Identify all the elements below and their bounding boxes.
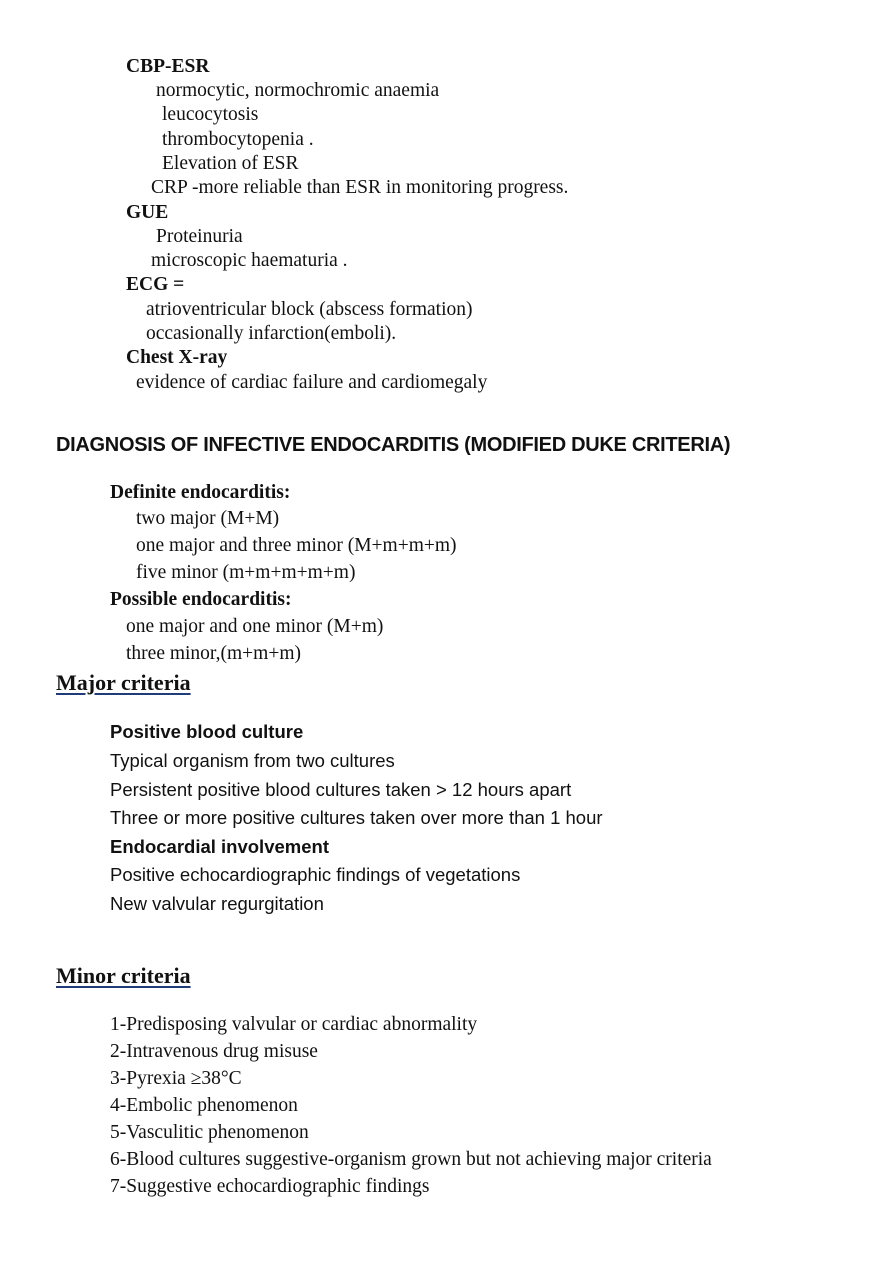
cbp-line: leucocytosis <box>162 104 259 125</box>
crp-line: CRP -more reliable than ESR in monitoring progress. <box>151 177 569 198</box>
definite-line: two major (M+M) <box>136 508 280 529</box>
minor-item: 6-Blood cultures suggestive-organism grown but not achieving major criteria <box>110 1149 712 1170</box>
cbp-line: thrombocytopenia . <box>162 129 314 150</box>
ecg-line: atrioventricular block (abscess formation) <box>146 299 473 320</box>
ecg-line: occasionally infarction(emboli). <box>146 323 397 344</box>
endocardial-title: Endocardial involvement <box>110 836 329 857</box>
blood-culture-line: Persistent positive blood cultures taken > 12 hours apart <box>110 779 572 800</box>
chest-xray-line: evidence of cardiac failure and cardiomegaly <box>136 372 488 393</box>
definite-title: Definite endocarditis: <box>110 482 291 503</box>
gue-line: Proteinuria <box>156 226 243 247</box>
possible-line: one major and one minor (M+m) <box>126 616 384 637</box>
cbp-line: Elevation of ESR <box>162 153 299 174</box>
possible-title: Possible endocarditis: <box>110 589 292 610</box>
cbp-line: normocytic, normochromic anaemia <box>156 80 440 101</box>
gue-line: microscopic haematuria . <box>151 250 348 271</box>
blood-culture-title: Positive blood culture <box>110 721 304 742</box>
minor-item: 5-Vasculitic phenomenon <box>110 1122 309 1143</box>
definite-line: five minor (m+m+m+m+m) <box>136 562 356 583</box>
cbp-esr-title: CBP-ESR <box>126 56 210 77</box>
minor-item: 7-Suggestive echocardiographic findings <box>110 1176 430 1197</box>
minor-criteria-heading: Minor criteria <box>56 963 191 988</box>
minor-item: 2-Intravenous drug misuse <box>110 1041 318 1062</box>
gue-title: GUE <box>126 202 169 223</box>
ecg-title: ECG = <box>126 274 185 295</box>
blood-culture-line: Typical organism from two cultures <box>110 750 395 771</box>
possible-line: three minor,(m+m+m) <box>126 643 302 664</box>
minor-item: 1-Predisposing valvular or cardiac abnormality <box>110 1014 478 1035</box>
diagnosis-heading: DIAGNOSIS OF INFECTIVE ENDOCARDITIS (MODIFIED DUKE CRITERIA) <box>56 434 731 456</box>
minor-item: 3-Pyrexia ≥38°C <box>110 1068 242 1089</box>
endocardial-line: New valvular regurgitation <box>110 893 324 914</box>
minor-item: 4-Embolic phenomenon <box>110 1095 298 1116</box>
chest-xray-title: Chest X-ray <box>126 347 228 368</box>
endocardial-line: Positive echocardiographic findings of vegetations <box>110 864 521 885</box>
blood-culture-line: Three or more positive cultures taken over more than 1 hour <box>110 807 603 828</box>
major-criteria-heading: Major criteria <box>56 670 191 695</box>
definite-line: one major and three minor (M+m+m+m) <box>136 535 457 556</box>
